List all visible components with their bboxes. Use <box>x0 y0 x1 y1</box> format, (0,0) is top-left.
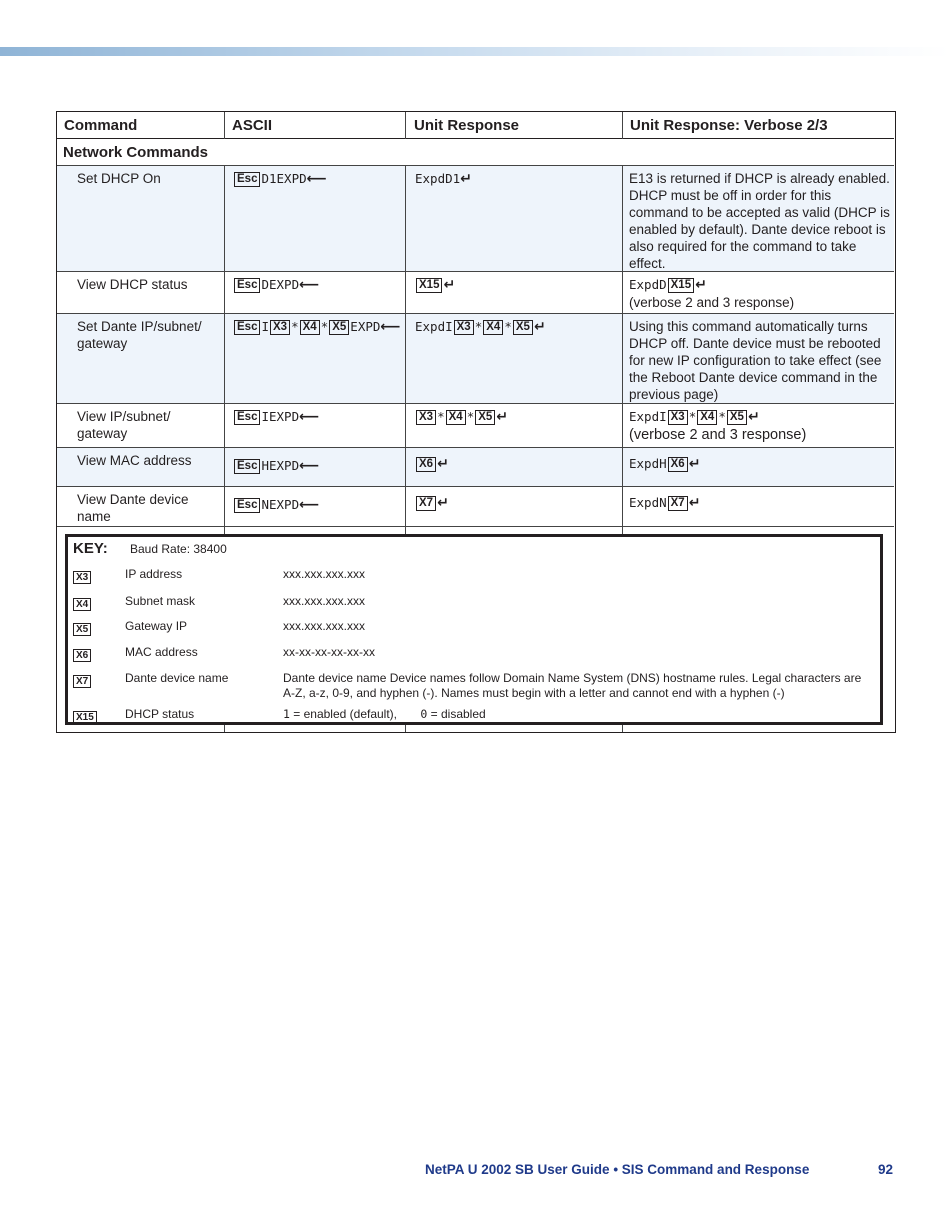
response-cell: X6 ↵ <box>415 455 620 473</box>
ascii-cell: Esc DEXPD⟵ <box>233 276 408 294</box>
left-arrow-icon: ⟵ <box>306 171 327 187</box>
esc-key-icon: Esc <box>234 172 260 187</box>
return-icon: ↵ <box>496 409 509 425</box>
ascii-cell: Esc IEXPD⟵ <box>233 408 408 426</box>
verbose-cell: ExpdN X7 ↵ <box>629 495 701 511</box>
header-gradient-bar <box>0 47 950 56</box>
esc-key-icon: Esc <box>234 278 260 293</box>
response-cell: ExpdI X3 * X4 * X5 ↵ <box>415 319 546 335</box>
command-cell: View IP/subnet/ gateway <box>77 409 171 441</box>
verbose-cell: ExpdI X3 * X4 * X5 ↵ (verbose 2 and 3 response) <box>629 409 807 443</box>
left-arrow-icon: ⟵ <box>299 497 320 513</box>
command-cell: View Dante device name <box>77 492 189 524</box>
response-cell: X3 * X4 * X5 ↵ <box>415 408 620 426</box>
command-cell: View MAC address <box>77 453 192 468</box>
left-arrow-icon: ⟵ <box>299 277 320 293</box>
table-row <box>57 272 894 314</box>
footer-title: NetPA U 2002 SB User Guide • SIS Command and Response <box>425 1162 810 1177</box>
verbose-cell: Using this command automatically turns DHCP off. Dante device must be rebooted for new IP configuration to take effect (see the Reboot Dante device command in the previous page) <box>629 319 882 402</box>
esc-key-icon: Esc <box>234 320 260 335</box>
command-cell: View DHCP status <box>77 277 188 292</box>
verbose-cell: ExpdD X15 ↵ (verbose 2 and 3 response) <box>629 277 795 310</box>
return-icon: ↵ <box>437 456 449 472</box>
ascii-cell: Esc HEXPD⟵ <box>233 457 408 475</box>
table-header <box>57 112 894 139</box>
left-arrow-icon: ⟵ <box>380 319 401 335</box>
sis-command-table <box>56 111 896 733</box>
col-header-verbose: Unit Response: Verbose 2/3 <box>630 117 828 134</box>
table-row <box>57 166 894 272</box>
esc-key-icon: Esc <box>234 410 260 425</box>
table-row <box>57 487 894 527</box>
ascii-cell: Esc I X3 * X4 * X5 EXPD⟵ <box>233 318 408 336</box>
table-row <box>57 314 894 404</box>
return-icon: ↵ <box>688 456 701 472</box>
baud-rate: Baud Rate: 38400 <box>130 542 227 556</box>
verbose-cell: ExpdH X6 ↵ <box>629 456 701 472</box>
section-heading <box>57 140 894 166</box>
return-icon: ↵ <box>695 277 707 293</box>
page-number: 92 <box>878 1162 894 1177</box>
ascii-cell: Esc D1EXPD⟵ <box>233 170 408 188</box>
ascii-cell: Esc NEXPD⟵ <box>233 496 408 514</box>
key-legend: KEY: Baud Rate: 38400 X3 IP address xxx.xxx.xxx.xxx X4 Subnet mask xxx.xxx.xxx.xxx X5 Gateway IP xxx.xxx.xxx.xxx X6 MAC address xx-xx-xx-xx-xx-xx X7 Dante device name Dante device name Device names follow Domain Name System (DNS) hostname rules. Legal characters are A-Z, a-z, 0-9, and hyphen (-). Names must begin with a letter and cannot end with a hyphen (-) X15 DHCP status 1 = enabled (default), 0 = disabled <box>65 534 883 725</box>
esc-key-icon: Esc <box>234 498 260 513</box>
response-cell: X15 ↵ <box>415 276 620 294</box>
table-row <box>57 404 894 448</box>
left-arrow-icon: ⟵ <box>299 409 320 425</box>
section-title: Network Commands <box>63 144 209 161</box>
verbose-cell: E13 is returned if DHCP is already enabled. DHCP must be off in order for this command to be accepted as valid (DHCP is enabled by default). Dante device reboot is also required for the command to take effect. <box>629 171 890 271</box>
table-row <box>57 448 894 487</box>
col-header-ascii: ASCII <box>232 117 273 134</box>
return-icon: ↵ <box>533 319 546 335</box>
return-icon: ↵ <box>437 495 449 511</box>
return-icon: ↵ <box>460 171 472 187</box>
response-cell: X7 ↵ <box>415 494 620 512</box>
return-icon: ↵ <box>688 495 701 511</box>
col-header-command: Command <box>64 117 138 134</box>
key-title: KEY: <box>73 540 108 557</box>
col-header-response: Unit Response <box>414 117 520 134</box>
return-icon: ↵ <box>443 277 456 293</box>
esc-key-icon: Esc <box>234 459 260 474</box>
command-cell: Set DHCP On <box>77 171 161 186</box>
command-cell: Set Dante IP/subnet/ gateway <box>77 319 202 351</box>
return-icon: ↵ <box>747 409 760 425</box>
response-cell: ExpdD1↵ <box>415 171 472 187</box>
left-arrow-icon: ⟵ <box>299 458 320 474</box>
